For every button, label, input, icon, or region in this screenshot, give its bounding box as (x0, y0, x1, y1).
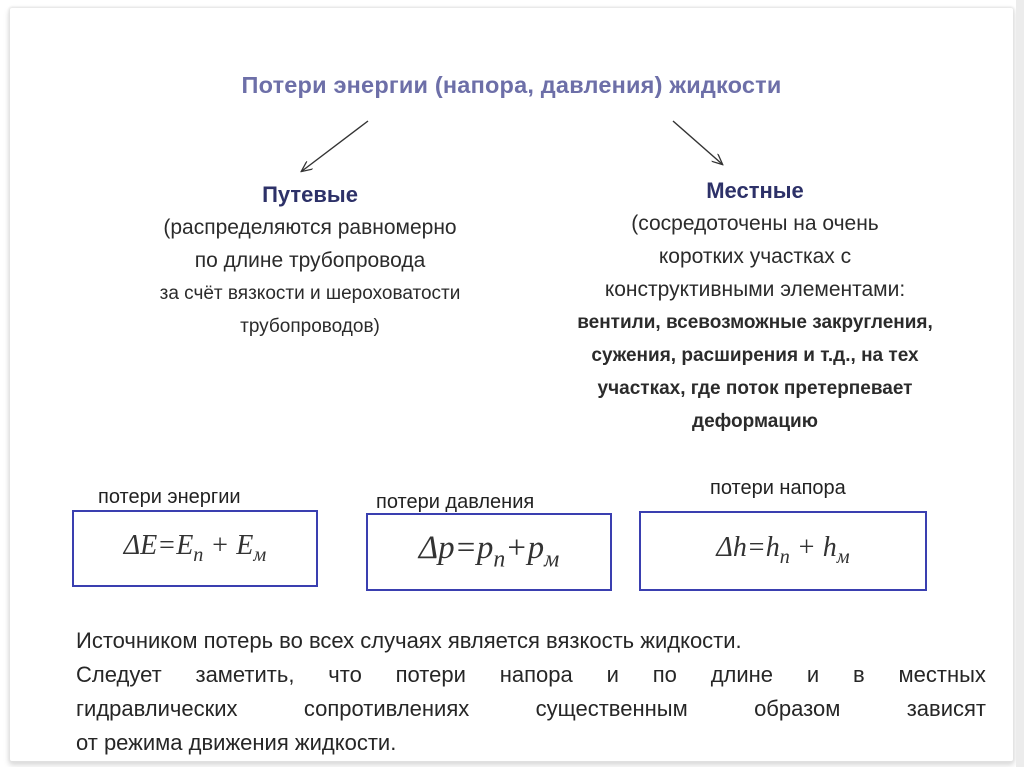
window-edge (1016, 0, 1024, 767)
paragraph-line-justified: гидравлических сопротивлениях существенным образом зависят (76, 696, 986, 721)
slide (10, 8, 1013, 761)
friction-losses-line: (распределяются равномерно (163, 216, 457, 239)
paragraph-line-justified: Следует заметить, что потери напора и по длине и в местных (76, 662, 986, 687)
paragraph-line: Источником потерь во всех случаях является вязкость жидкости. (76, 628, 742, 653)
friction-losses-heading: Путевые (262, 182, 358, 207)
local-losses-heading: Местные (706, 178, 804, 203)
friction-losses-line: по длине трубопровода (194, 249, 426, 272)
energy-loss-label: потери энергии (98, 486, 241, 508)
friction-losses-line: трубопроводов) (240, 316, 380, 337)
energy-loss-box (72, 510, 318, 587)
paragraph-line: от режима движения жидкости. (76, 730, 397, 755)
local-losses-line: (сосредоточены на очень (631, 212, 879, 235)
head-loss-box (639, 511, 927, 591)
pressure-loss-label: потери давления (376, 491, 535, 513)
slide-title: Потери энергии (напора, давления) жидкости (241, 72, 782, 98)
local-losses-line: участках, где поток претерпевает (597, 378, 913, 399)
friction-losses-block (90, 178, 530, 343)
friction-losses-line: за счёт вязкости и шероховатости (159, 283, 461, 304)
head-loss-label: потери напора (710, 477, 846, 499)
local-losses-line: конструктивными элементами: (604, 278, 906, 301)
conclusion-paragraph (76, 624, 986, 760)
local-losses-line: вентили, всевозможные закругления, (577, 312, 933, 333)
local-losses-block (545, 174, 965, 438)
local-losses-line: сужения, расширения и т.д., на тех (591, 345, 919, 366)
energy-loss-formula: $\Delta E=E_п + E_м$ (123, 529, 267, 567)
pressure-loss-box (366, 513, 612, 591)
local-losses-line: деформацию (692, 411, 818, 432)
arrow-left (302, 121, 368, 171)
local-losses-line: коротких участках с (658, 245, 852, 268)
pressure-loss-formula: $\Delta p=p_п+p_м$ (418, 530, 560, 573)
head-loss-formula: $\Delta h=h_п + h_м$ (716, 532, 850, 569)
arrow-right (673, 121, 722, 164)
